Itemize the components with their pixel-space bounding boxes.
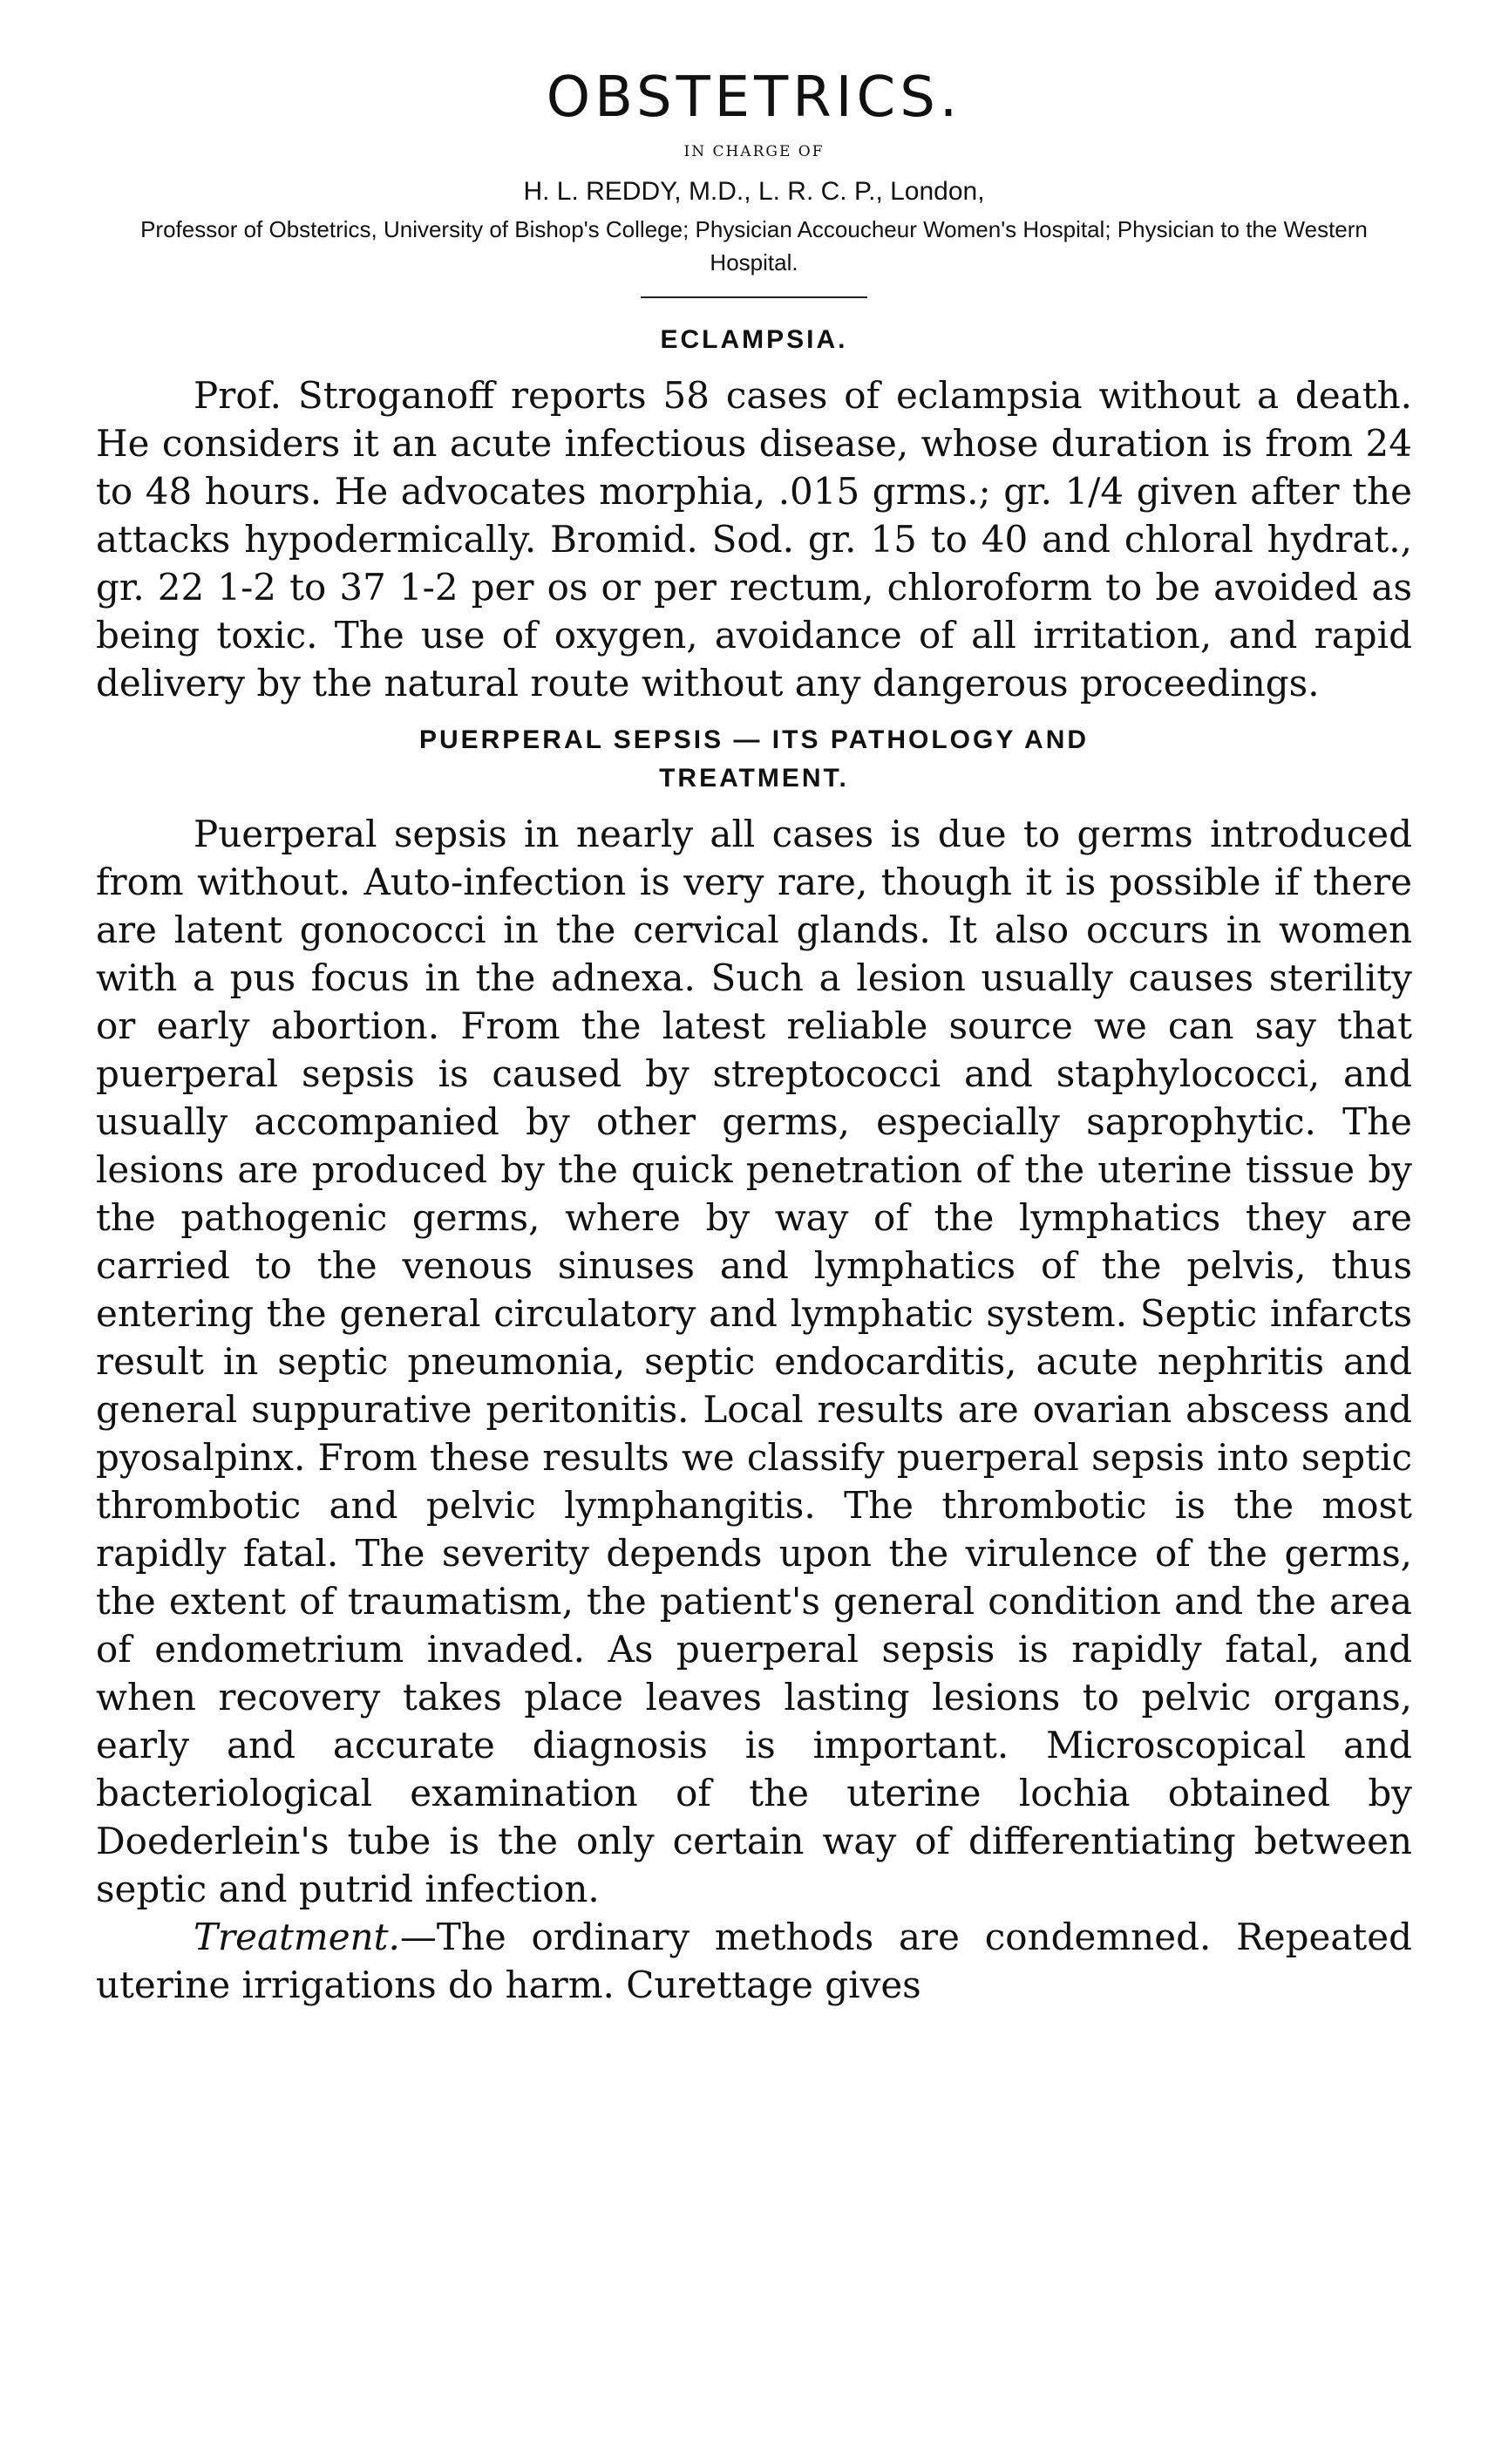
treatment-subhead: Treatment. — [194, 1916, 400, 1958]
eclampsia-title: ECLAMPSIA. — [660, 325, 848, 354]
eclampsia-paragraph: Prof. Stroganoff reports 58 cases of eclampsia without a death. He considers it an acute infectious disease, whose duration is from 24 to 48 hours. He advocates morphia, .015 grms.; gr. 1/4 given after the attacks hypodermically. Bromid. Sod. gr. 15 to 40 and chloral hydrat., gr. 22 1-2 to 37 1-2 per os or per rectum, chloroform to be avoided as being toxic. The use of oxygen, avoidance of all irritation, and rapid delivery by the natural route without any dangerous proceedings. — [96, 374, 1412, 704]
sepsis-title-line-2: TREATMENT. — [659, 764, 849, 793]
author-name: H. L. REDDY, M.D., L. R. C. P., London, — [523, 177, 985, 206]
author-credentials: Professor of Obstetrics, University of Bishop's College; Physician Accoucheur Women's Hospital; Physician to the Western Hospital. — [140, 216, 1368, 276]
in-charge-label: IN CHARGE OF — [683, 143, 825, 160]
treatment-paragraph — [96, 1913, 1412, 2009]
section-title: OBSTETRICS. — [546, 65, 962, 130]
sepsis-title — [96, 721, 1412, 798]
sepsis-paragraph: Puerperal sepsis in nearly all cases is due to germs introduced from without. Auto-infection is very rare, though it is possible if there are latent gonococci in the cervical glands. It also occurs in women with a pus focus in the adnexa. Such a lesion usually causes sterility or early abortion. From the latest reliable source we can say that puerperal sepsis is caused by streptococci and staphylococci, and usually accompanied by other germs, especially saprophytic. The lesions are produced by the quick penetration of the uterine tissue by the pathogenic germs, where by way of the lymphatics they are carried to the venous sinuses and lymphatics of the pelvis, thus entering the general circulatory and lymphatic system. Septic infarcts result in septic pneumonia, septic endocarditis, acute nephritis and general suppurative peritonitis. Local results are ovarian abscess and pyosalpinx. From these results we classify puerperal sepsis into septic thrombotic and pelvic lymphangitis. The thrombotic is the most rapidly fatal. The severity depends upon the virulence of the germs, the extent of traumatism, the patient's general condition and the area of endometrium invaded. As puerperal sepsis is rapidly fatal, and when recovery takes place leaves lasting lesions to pelvic organs, early and accurate diagnosis is important. Microscopical and bacteriological examination of the uterine lochia obtained by Doederlein's tube is the only certain way of differentiating between septic and putrid infection. — [96, 813, 1412, 1910]
sepsis-body — [96, 810, 1412, 2009]
divider-rule — [641, 296, 867, 298]
sepsis-title-line-1: PUERPERAL SEPSIS — ITS PATHOLOGY AND — [418, 725, 1090, 754]
eclampsia-body — [96, 371, 1412, 707]
treatment-text: —The ordinary methods are condemned. Repeated uterine irrigations do harm. Curettage gives — [96, 1916, 1412, 2006]
